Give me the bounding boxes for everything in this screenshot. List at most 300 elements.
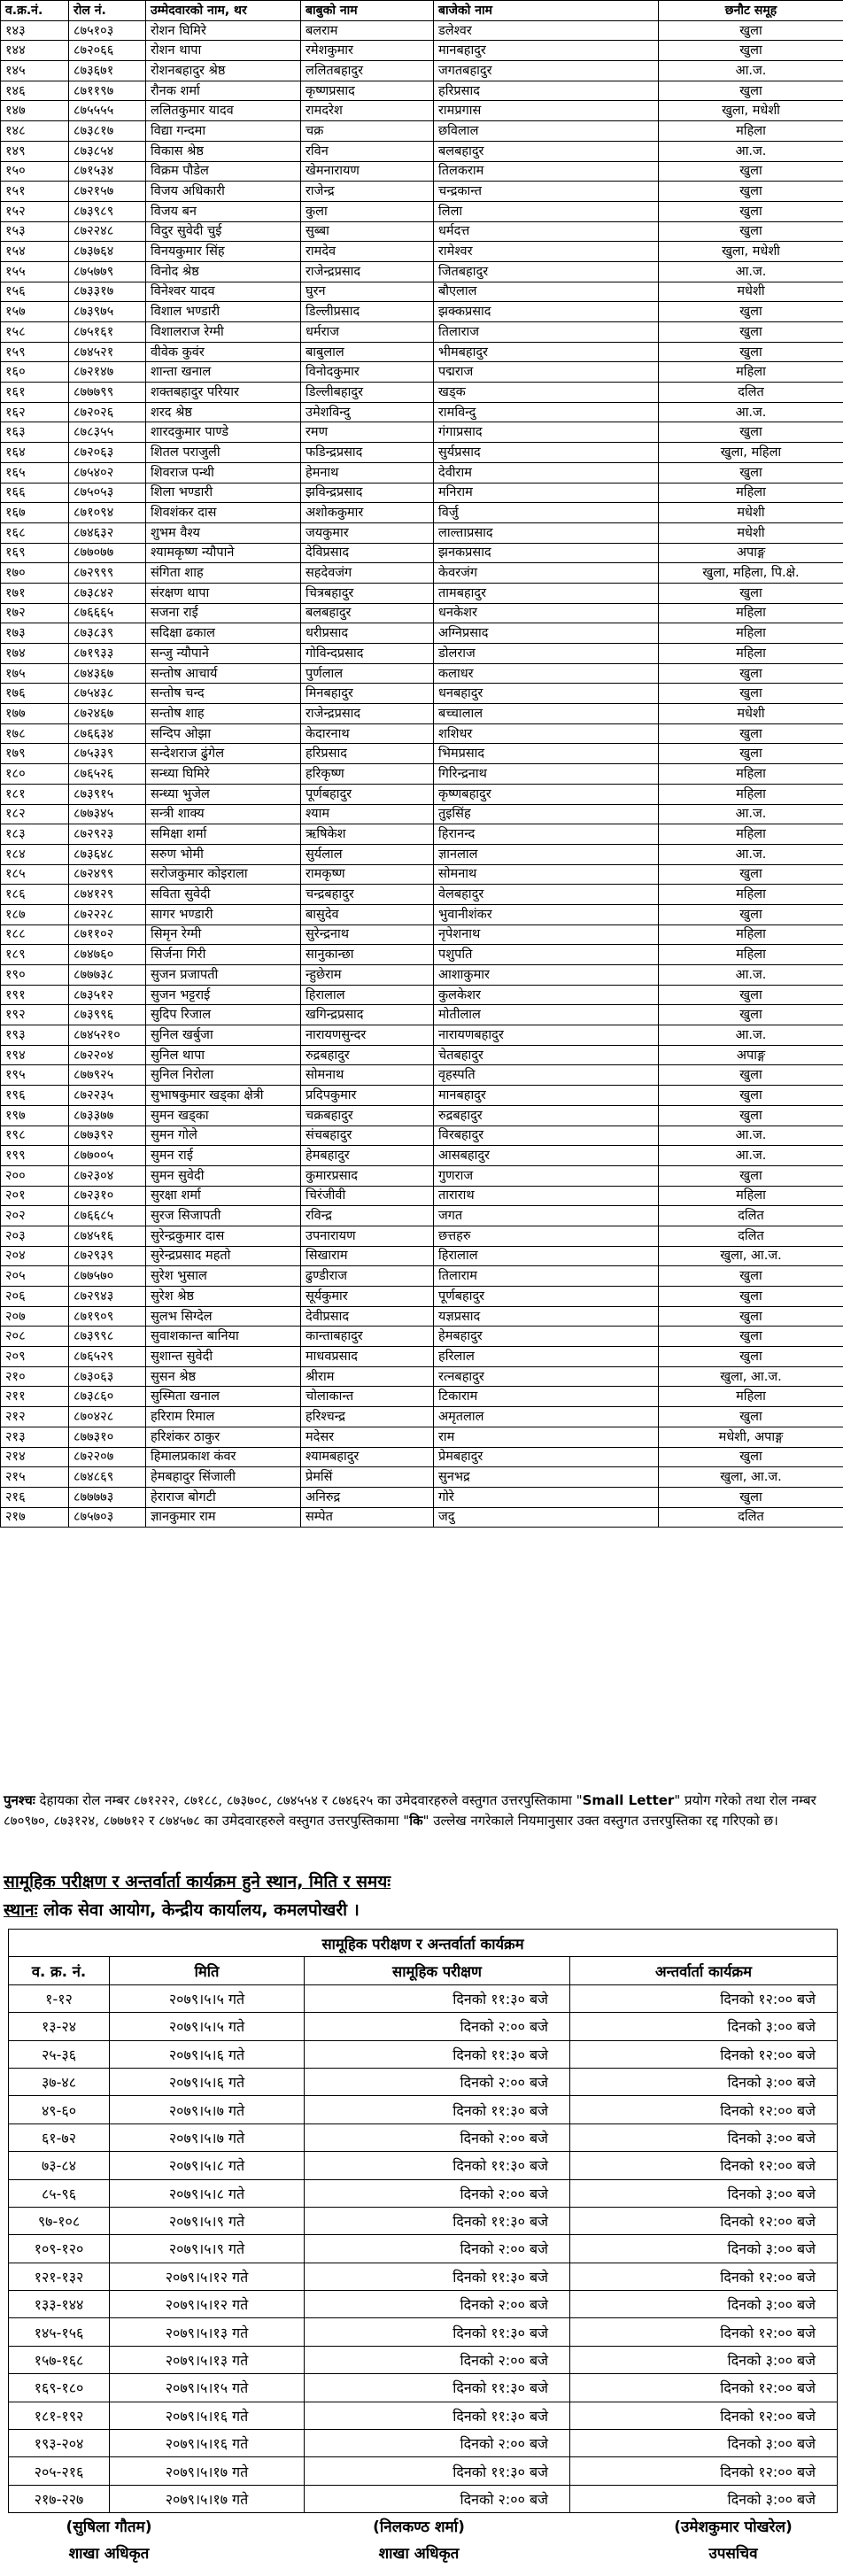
roll-number-cell: ८७११०२ — [69, 924, 146, 945]
date-cell: २०७९।५।५ गते — [110, 2013, 305, 2040]
candidate-name-cell: सुजन प्रजापती — [146, 965, 301, 986]
candidate-row — [1, 744, 843, 764]
range-cell: २१७-२२७ — [9, 2485, 110, 2512]
grandfather-name-cell: वेलबहादुर — [434, 885, 659, 905]
roll-number-cell: ८७२३१० — [69, 1186, 146, 1206]
roll-number-cell: ८७७३९२ — [69, 1126, 146, 1146]
serial-cell: १९५ — [1, 1065, 69, 1086]
serial-cell: १६१ — [1, 383, 69, 403]
roll-number-cell: ८७७३४५ — [69, 804, 146, 824]
grandfather-name-cell: कुलकेशर — [434, 985, 659, 1005]
father-name-cell: सुब्बा — [301, 221, 434, 242]
grandfather-name-cell: मनिराम — [434, 483, 659, 503]
father-name-cell: पूर्णबहादुर — [301, 784, 434, 804]
note-text-3: " उल्लेख नगरेकाले नियमानुसार उक्त वस्तुगत उत्तरपुस्तिका रद्द गरिएको छ। — [422, 1813, 778, 1829]
roll-number-cell: ८७३९१५ — [69, 784, 146, 804]
grandfather-name-cell: गिरिन्द्रनाथ — [434, 764, 659, 785]
candidate-name-cell: सुरेन्द्रकुमार दास — [146, 1226, 301, 1246]
candidate-name-cell: संरक्षण थापा — [146, 583, 301, 603]
candidate-name-cell: सरोजकुमार कोइराला — [146, 864, 301, 885]
serial-cell: १६३ — [1, 422, 69, 443]
grandfather-name-cell: धनबहादुर — [434, 684, 659, 704]
grandfather-name-cell: डलेश्वर — [434, 20, 659, 41]
grandfather-name-cell: रामेश्वर — [434, 242, 659, 262]
sched-header-date: मिति — [110, 1957, 305, 1984]
father-name-cell: गोविन्दप्रसाद — [301, 644, 434, 664]
serial-cell: १५१ — [1, 182, 69, 202]
father-name-cell: हिरालाल — [301, 985, 434, 1005]
grandfather-name-cell: आसबहादुर — [434, 1146, 659, 1166]
schedule-row — [9, 2430, 838, 2457]
group-cell: खुला — [659, 161, 843, 182]
schedule-row — [9, 1984, 838, 2012]
group-cell: खुला, मधेशी — [659, 101, 843, 121]
group-cell: खुला — [659, 1086, 843, 1106]
candidate-name-cell: सुनिल निरोला — [146, 1065, 301, 1086]
date-cell: २०७९।५।९ गते — [110, 2235, 305, 2263]
father-name-cell: राजेन्द्रप्रसाद — [301, 261, 434, 282]
group-cell: खुला — [659, 422, 843, 443]
candidate-row — [1, 121, 843, 142]
date-cell: २०७९।५।६ गते — [110, 2040, 305, 2068]
candidate-name-cell: सन्तोष चन्द — [146, 684, 301, 704]
serial-cell: १९८ — [1, 1126, 69, 1146]
group-cell: खुला, महिला — [659, 443, 843, 463]
roll-number-cell: ८७४६३२ — [69, 522, 146, 543]
interview-time-cell: दिनको ३:०० बजे — [570, 2013, 838, 2040]
candidate-row — [1, 1165, 843, 1186]
candidate-name-cell: सुवाशकान्त बानिया — [146, 1327, 301, 1347]
serial-cell: १४८ — [1, 121, 69, 142]
father-name-cell: डिल्लीप्रसाद — [301, 302, 434, 322]
serial-cell: १६५ — [1, 462, 69, 483]
candidate-name-cell: हेराराज बोगटी — [146, 1487, 301, 1507]
date-cell: २०७९।५।१३ गते — [110, 2346, 305, 2373]
note-bold-2: कि — [409, 1813, 423, 1829]
candidate-row — [1, 1146, 843, 1166]
date-cell: २०७९।५।१३ गते — [110, 2318, 305, 2346]
father-name-cell: सम्पेत — [301, 1507, 434, 1528]
group-cell: खुला — [659, 41, 843, 61]
group-cell: आ.ज. — [659, 261, 843, 282]
candidate-row — [1, 242, 843, 262]
group-cell: मधेशी — [659, 522, 843, 543]
note-text-1: देहायका रोल नम्बर ८७१२२२, ८७१८८, ८७३७०८, ८७४५५४ र ८७४६२५ का उमेदवारहरुले वस्तुगत उत्तरपुस्तिकामा " — [35, 1792, 583, 1808]
grandfather-name-cell: राम — [434, 1427, 659, 1447]
roll-number-cell: ८७३६७१ — [69, 61, 146, 81]
group-cell: महिला — [659, 483, 843, 503]
roll-number-cell: ८७२३०४ — [69, 1165, 146, 1186]
candidate-row — [1, 20, 843, 41]
roll-number-cell: ८७२९९९ — [69, 563, 146, 584]
father-name-cell: रामकृष्ण — [301, 864, 434, 885]
father-name-cell: सहदेवजंग — [301, 563, 434, 584]
roll-number-cell: ८७७००५ — [69, 1146, 146, 1166]
father-name-cell: अनिरुद्र — [301, 1487, 434, 1507]
serial-cell: २१७ — [1, 1507, 69, 1528]
father-name-cell: न्हुछेराम — [301, 965, 434, 986]
date-cell: २०७९।५।७ गते — [110, 2123, 305, 2151]
roll-number-cell: ८७४५२१० — [69, 1025, 146, 1046]
grandfather-name-cell: गुणराज — [434, 1165, 659, 1186]
grandfather-name-cell: हिरालाल — [434, 1246, 659, 1266]
group-test-time-cell: दिनको ११:३० बजे — [305, 2402, 570, 2429]
date-cell: २०७९।५।८ गते — [110, 2152, 305, 2179]
group-cell: महिला — [659, 945, 843, 965]
group-test-time-cell: दिनको ११:३० बजे — [305, 2040, 570, 2068]
range-cell: ३७-४८ — [9, 2068, 110, 2095]
serial-cell: १८५ — [1, 864, 69, 885]
father-name-cell: सुरेन्द्रनाथ — [301, 924, 434, 945]
serial-cell: १५२ — [1, 201, 69, 221]
venue-line — [4, 1898, 360, 1921]
father-name-cell: रविन्द्र — [301, 1206, 434, 1226]
candidate-row — [1, 965, 843, 986]
father-name-cell: देविप्रसाद — [301, 543, 434, 563]
group-test-time-cell: दिनको २:०० बजे — [305, 2235, 570, 2263]
serial-cell: १७५ — [1, 663, 69, 684]
schedule-row — [9, 2179, 838, 2207]
candidate-row — [1, 261, 843, 282]
group-test-time-cell: दिनको २:०० बजे — [305, 2346, 570, 2373]
serial-cell: १४७ — [1, 101, 69, 121]
serial-cell: १९३ — [1, 1025, 69, 1046]
sched-header-interview: अन्तर्वार्ता कार्यक्रम — [570, 1957, 838, 1984]
serial-cell: १४४ — [1, 41, 69, 61]
candidate-row — [1, 824, 843, 845]
father-name-cell: पुर्णलाल — [301, 663, 434, 684]
serial-cell: २१५ — [1, 1467, 69, 1488]
range-cell: १०९-१२० — [9, 2235, 110, 2263]
father-name-cell: डिल्लीबहादुर — [301, 383, 434, 403]
candidate-name-cell: सिमृन रेग्मी — [146, 924, 301, 945]
father-name-cell: मिनबहादुर — [301, 684, 434, 704]
interview-time-cell: दिनको ३:०० बजे — [570, 2430, 838, 2457]
roll-number-cell: ८७५७७९ — [69, 261, 146, 282]
candidate-row — [1, 81, 843, 101]
group-test-time-cell: दिनको २:०० बजे — [305, 2291, 570, 2318]
schedule-table — [8, 1929, 838, 2513]
candidate-name-cell: ज्ञानकुमार राम — [146, 1507, 301, 1528]
candidate-row — [1, 302, 843, 322]
grandfather-name-cell: नारायणबहादुर — [434, 1025, 659, 1046]
interview-time-cell: दिनको ३:०० बजे — [570, 2485, 838, 2512]
group-test-time-cell: दिनको ११:३० बजे — [305, 1984, 570, 2012]
roll-number-cell: ८७३८१७ — [69, 121, 146, 142]
candidate-name-cell: सुशान्त सुवेदी — [146, 1347, 301, 1367]
roll-number-cell: ८७५३३९ — [69, 744, 146, 764]
grandfather-name-cell: भीमबहादुर — [434, 342, 659, 362]
candidate-row — [1, 945, 843, 965]
father-name-cell: कृष्णप्रसाद — [301, 81, 434, 101]
candidate-name-cell: रोशनबहादुर श्रेष्ठ — [146, 61, 301, 81]
range-cell: १५७-१६८ — [9, 2346, 110, 2373]
candidate-row — [1, 383, 843, 403]
candidate-row — [1, 221, 843, 242]
grandfather-name-cell: सोमनाथ — [434, 864, 659, 885]
candidate-name-cell: सुरेश श्रेष्ठ — [146, 1287, 301, 1307]
candidate-row — [1, 723, 843, 744]
serial-cell: २०२ — [1, 1206, 69, 1226]
roll-number-cell: ८७३९८९ — [69, 201, 146, 221]
schedule-row — [9, 2485, 838, 2512]
roll-number-cell: ८७२२३५ — [69, 1086, 146, 1106]
serial-cell: १८४ — [1, 844, 69, 864]
serial-cell: १७३ — [1, 623, 69, 644]
serial-cell: २०५ — [1, 1266, 69, 1287]
schedule-title: सामूहिक परीक्षण र अन्तर्वार्ता कार्यक्रम — [9, 1930, 838, 1957]
group-cell: खुला — [659, 342, 843, 362]
group-cell: खुला — [659, 744, 843, 764]
group-cell: आ.ज. — [659, 965, 843, 986]
roll-number-cell: ८७३८५४ — [69, 141, 146, 161]
group-cell: खुला — [659, 1065, 843, 1086]
candidate-row — [1, 1487, 843, 1507]
father-name-cell: विनोदकुमार — [301, 362, 434, 383]
candidate-row — [1, 644, 843, 664]
candidate-name-cell: सन्तोष आचार्य — [146, 663, 301, 684]
grandfather-name-cell: छत्तहरु — [434, 1226, 659, 1246]
header-name: उम्मेदवारको नाम, थर — [146, 1, 301, 21]
grandfather-name-cell: झनकप्रसाद — [434, 543, 659, 563]
candidate-row — [1, 603, 843, 623]
schedule-table-body — [9, 1984, 838, 2512]
group-cell: आ.ज. — [659, 1146, 843, 1166]
father-name-cell: बलराम — [301, 20, 434, 41]
group-cell: खुला — [659, 985, 843, 1005]
signatory-3 — [627, 2514, 839, 2567]
venue-label: स्थानः — [4, 1900, 38, 1920]
range-cell: ६१-७२ — [9, 2123, 110, 2151]
candidate-row — [1, 422, 843, 443]
grandfather-name-cell: भिमप्रसाद — [434, 744, 659, 764]
candidate-name-cell: सुरज सिजापती — [146, 1206, 301, 1226]
grandfather-name-cell: अग्निप्रसाद — [434, 623, 659, 644]
serial-cell: २०४ — [1, 1246, 69, 1266]
group-cell: महिला — [659, 924, 843, 945]
roll-number-cell: ८७३८३९ — [69, 623, 146, 644]
father-name-cell: हरिकृष्ण — [301, 764, 434, 785]
candidate-row — [1, 623, 843, 644]
schedule-row — [9, 2152, 838, 2179]
roll-number-cell: ८७३८६० — [69, 1387, 146, 1407]
grandfather-name-cell: धर्मदत्त — [434, 221, 659, 242]
grandfather-name-cell: सुर्यप्रसाद — [434, 443, 659, 463]
group-cell: खुला, आ.ज. — [659, 1366, 843, 1387]
roll-number-cell: ८७६५२९ — [69, 1347, 146, 1367]
grandfather-name-cell: तुइसिंह — [434, 804, 659, 824]
grandfather-name-cell: मानबहादुर — [434, 41, 659, 61]
roll-number-cell: ८७५७०३ — [69, 1507, 146, 1528]
father-name-cell: खेमनारायण — [301, 161, 434, 182]
date-cell: २०७९।५।८ गते — [110, 2179, 305, 2207]
candidate-name-cell: विशाल भण्डारी — [146, 302, 301, 322]
father-name-cell: जयकुमार — [301, 522, 434, 543]
group-cell: खुला, आ.ज. — [659, 1467, 843, 1488]
father-name-cell: हरिश्चन्द्र — [301, 1407, 434, 1427]
father-name-cell: बासुदेव — [301, 904, 434, 924]
candidate-row — [1, 885, 843, 905]
candidate-row — [1, 904, 843, 924]
group-cell: खुला — [659, 684, 843, 704]
father-name-cell: माधवप्रसाद — [301, 1347, 434, 1367]
candidate-name-cell: समिक्षा शर्मा — [146, 824, 301, 845]
candidate-name-cell: हरिशंकर ठाकुर — [146, 1427, 301, 1447]
group-test-time-cell: दिनको ११:३० बजे — [305, 2318, 570, 2346]
candidate-row — [1, 161, 843, 182]
group-cell: खुला, आ.ज. — [659, 1246, 843, 1266]
candidate-row — [1, 522, 843, 543]
group-cell: खुला — [659, 322, 843, 343]
candidate-row — [1, 483, 843, 503]
serial-cell: १७९ — [1, 744, 69, 764]
grandfather-name-cell: हरिप्रसाद — [434, 81, 659, 101]
roll-number-cell: ८७१०९४ — [69, 503, 146, 523]
group-test-time-cell: दिनको ११:३० बजे — [305, 2374, 570, 2402]
candidate-row — [1, 1206, 843, 1226]
candidate-name-cell: विजय अधिकारी — [146, 182, 301, 202]
serial-cell: १८७ — [1, 904, 69, 924]
group-cell: महिला — [659, 623, 843, 644]
roll-number-cell: ८७१९३३ — [69, 644, 146, 664]
grandfather-name-cell: बलबहादुर — [434, 141, 659, 161]
roll-number-cell: ८७२२४८ — [69, 221, 146, 242]
candidate-row — [1, 563, 843, 584]
candidate-row — [1, 583, 843, 603]
schedule-row — [9, 2291, 838, 2318]
candidate-name-cell: सुभाषकुमार खड्का क्षेत्री — [146, 1086, 301, 1106]
interview-time-cell: दिनको १२:०० बजे — [570, 2318, 838, 2346]
candidate-row — [1, 182, 843, 202]
grandfather-name-cell: मोतीलाल — [434, 1005, 659, 1025]
group-cell: आ.ज. — [659, 61, 843, 81]
schedule-row — [9, 2346, 838, 2373]
serial-cell: १५७ — [1, 302, 69, 322]
candidate-name-cell: विद्या गन्दमा — [146, 121, 301, 142]
roll-number-cell: ८७११९७ — [69, 81, 146, 101]
roll-number-cell: ८७७५७० — [69, 1266, 146, 1287]
candidate-row — [1, 362, 843, 383]
group-cell: मधेशी — [659, 503, 843, 523]
grandfather-name-cell: बौएलाल — [434, 282, 659, 302]
candidate-name-cell: सविता सुवेदी — [146, 885, 301, 905]
date-cell: २०७९।५।७ गते — [110, 2096, 305, 2123]
grandfather-name-cell: पूर्णबहादुर — [434, 1287, 659, 1307]
grandfather-name-cell: रुद्रबहादुर — [434, 1105, 659, 1126]
signatory-name: (सुषिला गौतम) — [66, 2518, 152, 2536]
roll-number-cell: ८७२०२६ — [69, 402, 146, 422]
candidate-table-body — [1, 20, 843, 1528]
serial-cell: १६७ — [1, 503, 69, 523]
grandfather-name-cell: जदु — [434, 1507, 659, 1528]
roll-number-cell: ८७२४६७ — [69, 704, 146, 724]
roll-number-cell: ८७३३७७ — [69, 1105, 146, 1126]
serial-cell: १८३ — [1, 824, 69, 845]
header-grandfather: बाजेको नाम — [434, 1, 659, 21]
serial-cell: १४६ — [1, 81, 69, 101]
sched-header-group-test: सामूहिक परीक्षण — [305, 1957, 570, 1984]
grandfather-name-cell: कृष्णबहादुर — [434, 784, 659, 804]
serial-cell: १८२ — [1, 804, 69, 824]
serial-cell: १८९ — [1, 945, 69, 965]
range-cell: १३-२४ — [9, 2013, 110, 2040]
interview-time-cell: दिनको १२:०० बजे — [570, 2152, 838, 2179]
father-name-cell: श्याम — [301, 804, 434, 824]
father-name-cell: उमेशविन्दु — [301, 402, 434, 422]
serial-cell: २१३ — [1, 1427, 69, 1447]
roll-number-cell: ८७५५५५ — [69, 101, 146, 121]
roll-number-cell: ८७३३१७ — [69, 282, 146, 302]
exam-heading: सामूहिक परीक्षण र अन्तर्वार्ता कार्यक्रम हुने स्थान, मिति र समयः — [4, 1872, 391, 1891]
candidate-row — [1, 503, 843, 523]
group-cell: महिला — [659, 784, 843, 804]
roll-number-cell: ८७२२०४ — [69, 1045, 146, 1065]
grandfather-name-cell: देवीराम — [434, 462, 659, 483]
grandfather-name-cell: केवरजंग — [434, 563, 659, 584]
roll-number-cell: ८७३९९८ — [69, 1327, 146, 1347]
serial-cell: १६८ — [1, 522, 69, 543]
father-name-cell: चक्र — [301, 121, 434, 142]
header-roll: रोल नं. — [69, 1, 146, 21]
interview-time-cell: दिनको ३:०० बजे — [570, 2235, 838, 2263]
range-cell: १४५-१५६ — [9, 2318, 110, 2346]
serial-cell: २१२ — [1, 1407, 69, 1427]
roll-number-cell: ८७५१६१ — [69, 322, 146, 343]
candidate-name-cell: सन्दिप ओझा — [146, 723, 301, 744]
group-cell: अपाङ्ग — [659, 1045, 843, 1065]
grandfather-name-cell: तिलकराम — [434, 161, 659, 182]
father-name-cell: सूर्यकुमार — [301, 1287, 434, 1307]
roll-number-cell: ८७६६६५ — [69, 603, 146, 623]
serial-cell: १८१ — [1, 784, 69, 804]
candidate-name-cell: सुरक्षा शर्मा — [146, 1186, 301, 1206]
candidate-row — [1, 1266, 843, 1287]
grandfather-name-cell: सुनभद्र — [434, 1467, 659, 1488]
roll-number-cell: ८७३०६३ — [69, 1366, 146, 1387]
serial-cell: २१६ — [1, 1487, 69, 1507]
candidate-name-cell: सुजन भट्टराई — [146, 985, 301, 1005]
candidate-name-cell: सरुण भोमी — [146, 844, 301, 864]
serial-cell: २०० — [1, 1165, 69, 1186]
serial-cell: १४९ — [1, 141, 69, 161]
candidate-row — [1, 462, 843, 483]
roll-number-cell: ८७२९३९ — [69, 1246, 146, 1266]
father-name-cell: श्यामबहादुर — [301, 1447, 434, 1467]
range-cell: ९७-१०८ — [9, 2207, 110, 2234]
grandfather-name-cell: डोलराज — [434, 644, 659, 664]
group-cell: खुला — [659, 1005, 843, 1025]
serial-cell: १६४ — [1, 443, 69, 463]
grandfather-name-cell: तामबहादुर — [434, 583, 659, 603]
group-test-time-cell: दिनको ११:३० बजे — [305, 2207, 570, 2234]
grandfather-name-cell: लाल्ताप्रसाद — [434, 522, 659, 543]
group-cell: खुला — [659, 1487, 843, 1507]
roll-number-cell: ८७६६८५ — [69, 1206, 146, 1226]
candidate-name-cell: शिवशंकर दास — [146, 503, 301, 523]
group-cell: खुला — [659, 201, 843, 221]
candidate-row — [1, 1387, 843, 1407]
header-father: बाबुको नाम — [301, 1, 434, 21]
date-cell: २०७९।५।६ गते — [110, 2068, 305, 2095]
grandfather-name-cell: गंगाप्रसाद — [434, 422, 659, 443]
roll-number-cell: ८७२२२८ — [69, 904, 146, 924]
candidate-row — [1, 41, 843, 61]
interview-time-cell: दिनको ३:०० बजे — [570, 2068, 838, 2095]
date-cell: २०७९।५।१६ गते — [110, 2402, 305, 2429]
serial-cell: १६२ — [1, 402, 69, 422]
interview-time-cell: दिनको १२:०० बजे — [570, 2402, 838, 2429]
group-cell: खुला — [659, 1327, 843, 1347]
